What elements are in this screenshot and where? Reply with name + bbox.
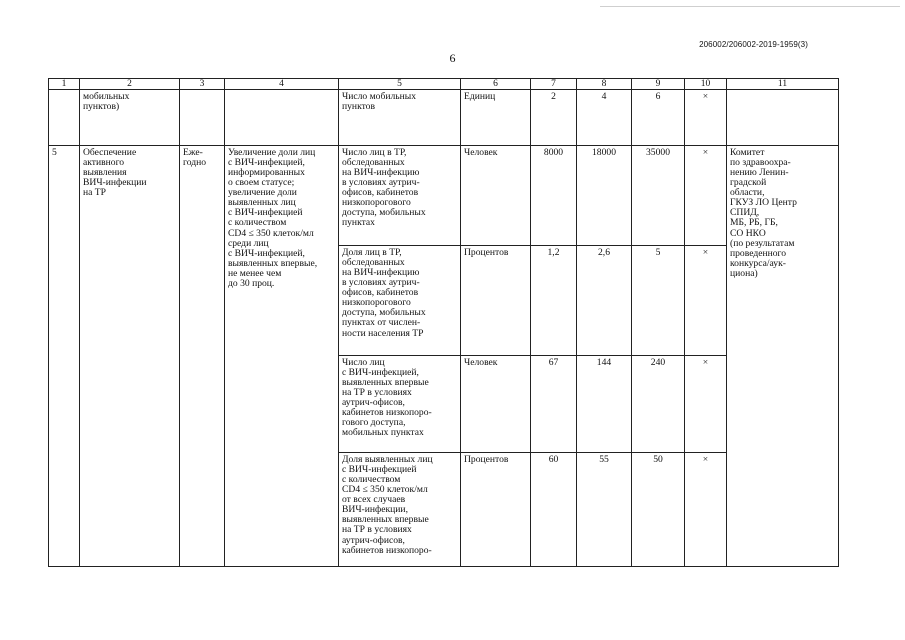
column-number-row	[49, 79, 839, 90]
cell-value: ×	[685, 246, 727, 356]
cell-value: ×	[685, 90, 727, 146]
cell-value: 18000	[577, 146, 632, 246]
column-number: 7	[531, 79, 577, 90]
column-number: 5	[339, 79, 461, 90]
column-number: 2	[80, 79, 180, 90]
cell-value: 50	[632, 453, 685, 567]
cell-value: 6	[632, 90, 685, 146]
cell-value: 1,2	[531, 246, 577, 356]
cell-empty	[49, 90, 80, 146]
cell-value: 67	[531, 356, 577, 453]
column-number: 6	[461, 79, 531, 90]
cell-value: 35000	[632, 146, 685, 246]
column-number: 8	[577, 79, 632, 90]
column-number: 11	[727, 79, 839, 90]
cell-value: 144	[577, 356, 632, 453]
page-number: 6	[449, 51, 456, 65]
program-table	[48, 78, 839, 567]
cell-value: 4	[577, 90, 632, 146]
cell-result: Увеличение доли лиц с ВИЧ-инфекцией, информированных о своем статусе; увеличение доли выявленных лиц с ВИЧ-инфекцией с количеством CD4 ≤ 350 клеток/мл среди лиц с ВИЧ-инфекцией, выявленных впервые, не менее чем до 30 проц.	[225, 146, 339, 567]
cell-indicator: Доля лиц в ТР, обследованных на ВИЧ-инфекцию в условиях аутрич- офисов, кабинетов низкопорогового доступа, мобильных пунктах от числен- ности населения ТР	[339, 246, 461, 356]
column-number: 1	[49, 79, 80, 90]
column-number: 9	[632, 79, 685, 90]
cell-item-number: 5	[49, 146, 80, 567]
cell-value: 2,6	[577, 246, 632, 356]
cell-responsible: Комитет по здравоохра- нению Ленин- градской области, ГКУЗ ЛО Центр СПИД, МБ, РБ, ГБ, СО НКО (по результатам проведенного конкурса/аук- циона)	[727, 146, 839, 567]
table-row	[49, 146, 839, 246]
cell-activity: Обеспечение активного выявления ВИЧ-инфекции на ТР	[80, 146, 180, 567]
cell-unit: Единиц	[461, 90, 531, 146]
cell-value: 55	[577, 453, 632, 567]
cell-empty	[727, 90, 839, 146]
cell-empty	[180, 90, 225, 146]
cell-activity: мобильных пунктов)	[80, 90, 180, 146]
cell-value: ×	[685, 453, 727, 567]
cell-term: Еже- годно	[180, 146, 225, 567]
cell-empty	[225, 90, 339, 146]
cell-unit: Процентов	[461, 246, 531, 356]
cell-indicator: Число лиц в ТР, обследованных на ВИЧ-инфекцию в условиях аутрич- офисов, кабинетов низкопорогового доступа, мобильных пунктах	[339, 146, 461, 246]
cell-unit: Человек	[461, 356, 531, 453]
cell-value: ×	[685, 356, 727, 453]
cell-indicator: Доля выявленных лиц с ВИЧ-инфекцией с количеством CD4 ≤ 350 клеток/мл от всех случаев ВИЧ-инфекции, выявленных впервые на ТР в условиях аутрич-офисов, кабинетов низкопоро-	[339, 453, 461, 567]
cell-value: 240	[632, 356, 685, 453]
column-number: 4	[225, 79, 339, 90]
cell-value: 5	[632, 246, 685, 356]
cell-indicator: Число лиц с ВИЧ-инфекцией, выявленных впервые на ТР в условиях аутрич-офисов, кабинетов низкопоро- гового доступа, мобильных пунктах	[339, 356, 461, 453]
scan-top-rule	[600, 6, 900, 7]
cell-value: 60	[531, 453, 577, 567]
document-code: 206002/206002-2019-1959(3)	[699, 40, 808, 49]
column-number: 3	[180, 79, 225, 90]
cell-unit: Человек	[461, 146, 531, 246]
cell-value: 2	[531, 90, 577, 146]
cell-indicator: Число мобильных пунктов	[339, 90, 461, 146]
table-row-continued	[49, 90, 839, 146]
cell-value: ×	[685, 146, 727, 246]
column-number: 10	[685, 79, 727, 90]
cell-unit: Процентов	[461, 453, 531, 567]
cell-value: 8000	[531, 146, 577, 246]
